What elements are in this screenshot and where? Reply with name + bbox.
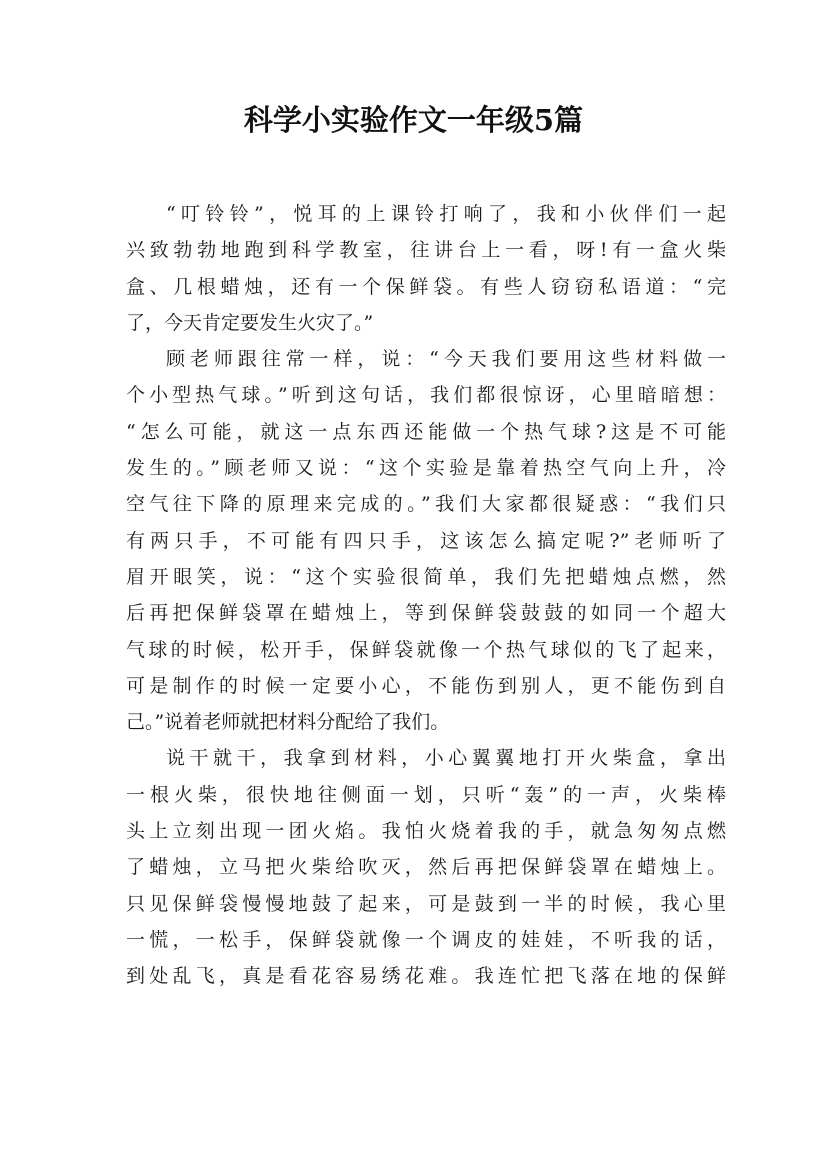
document-title: 科学小实验作文一年级5篇 bbox=[243, 103, 584, 137]
paragraph-line: 到处乱飞，真是看花容易绣花难。我连忙把飞落在地的保鲜 bbox=[126, 965, 726, 988]
paragraph-line: “怎么可能，就这一点东西还能做一个热气球?这是不可能 bbox=[126, 420, 726, 443]
paragraph-line: 一根火柴，很快地往侧面一划，只听“轰”的一声，火柴棒 bbox=[126, 783, 726, 806]
paragraph-line: 一慌，一松手，保鲜袋就像一个调皮的娃娃，不听我的话， bbox=[126, 928, 726, 951]
paragraph-line: 眉开眼笑，说：“这个实验很简单，我们先把蜡烛点燃，然 bbox=[126, 565, 726, 588]
paragraph-line: 兴致勃勃地跑到科学教室，往讲台上一看，呀!有一盒火柴 bbox=[126, 239, 726, 262]
paragraph-line: 个小型热气球。”听到这句话，我们都很惊讶，心里暗暗想： bbox=[126, 384, 726, 407]
paragraph-line: 可是制作的时候一定要小心，不能伤到别人，更不能伤到自 bbox=[126, 674, 726, 697]
paragraph-line: 顾老师跟往常一样，说：“今天我们要用这些材料做一 bbox=[166, 348, 726, 371]
paragraph-line: 发生的。”顾老师又说：“这个实验是靠着热空气向上升，冷 bbox=[126, 457, 726, 480]
paragraph-line: 了，今天肯定要发生火灾了。” bbox=[126, 311, 374, 334]
paragraph-line: 了蜡烛，立马把火柴给吹灭，然后再把保鲜袋罩在蜡烛上。 bbox=[126, 856, 726, 879]
paragraph-line: 盒、几根蜡烛，还有一个保鲜袋。有些人窃窃私语道：“完 bbox=[126, 275, 726, 298]
paragraph-line: 后再把保鲜袋罩在蜡烛上，等到保鲜袋鼓鼓的如同一个超大 bbox=[126, 602, 726, 625]
paragraph-line: 只见保鲜袋慢慢地鼓了起来，可是鼓到一半的时候，我心里 bbox=[126, 892, 726, 915]
paragraph-line: 说干就干，我拿到材料，小心翼翼地打开火柴盒，拿出 bbox=[166, 747, 726, 770]
paragraph-line: 空气往下降的原理来完成的。”我们大家都很疑惑：“我们只 bbox=[126, 493, 726, 516]
paragraph-line: 气球的时候，松开手，保鲜袋就像一个热气球似的飞了起来， bbox=[126, 638, 726, 661]
document-body bbox=[126, 196, 726, 995]
paragraph-line: “叮铃铃”，悦耳的上课铃打响了，我和小伙伴们一起 bbox=[166, 203, 726, 225]
paragraph-line: 有两只手，不可能有四只手，这该怎么搞定呢?”老师听了 bbox=[126, 529, 726, 552]
paragraph-line: 头上立刻出现一团火焰。我怕火烧着我的手，就急匆匆点燃 bbox=[126, 820, 726, 843]
paragraph-line: 己。”说着老师就把材料分配给了我们。 bbox=[126, 711, 450, 734]
